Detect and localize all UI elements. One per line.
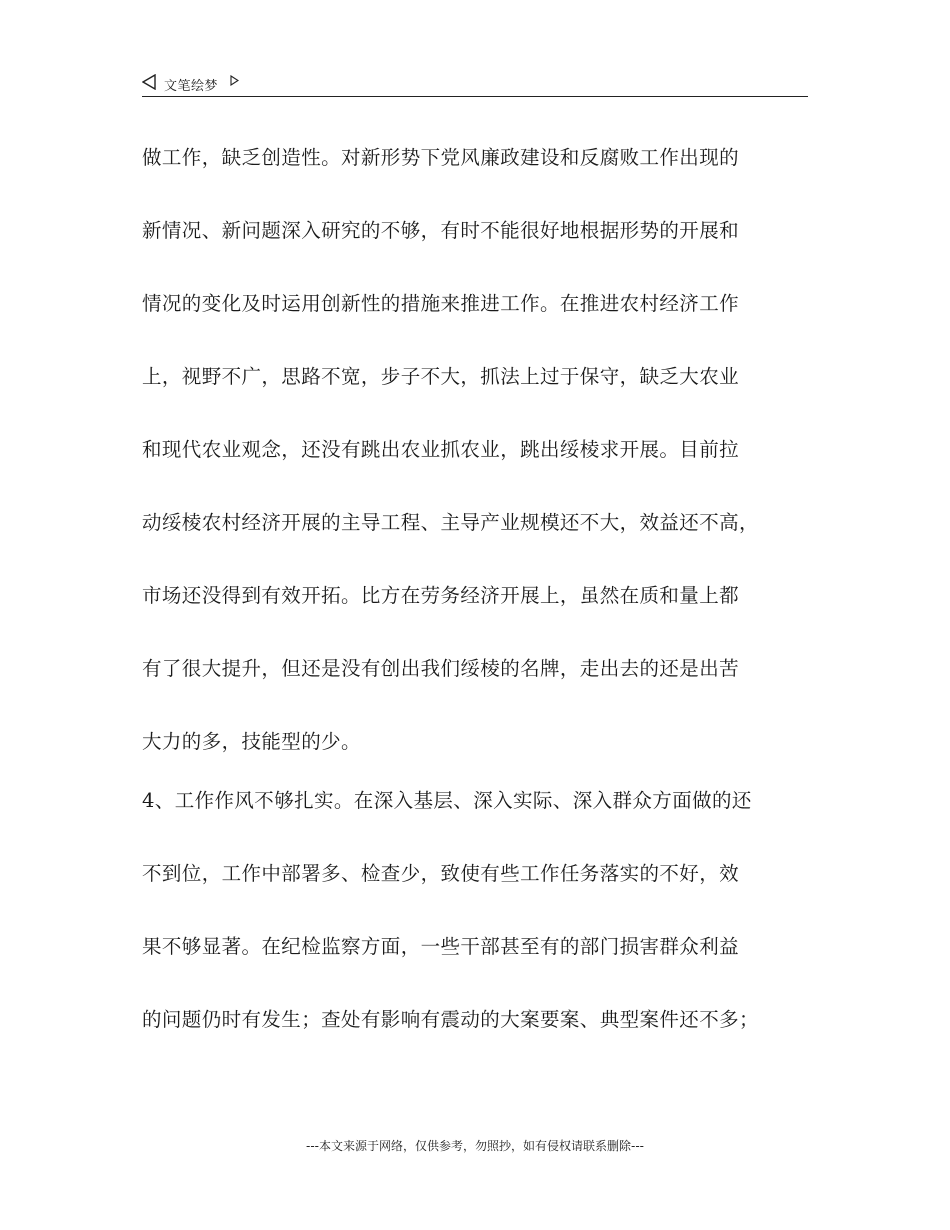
body-line: 大力的多，技能型的少。 — [142, 730, 361, 753]
body-line: 不到位，工作中部署多、检查少，致使有些工作任务落实的不好，效 — [142, 862, 740, 885]
body-line: 果不够显著。在纪检监察方面，一些干部甚至有的部门损害群众利益 — [142, 935, 740, 958]
body-line: 动绥棱农村经济开展的主导工程、主导产业规模还不大，效益还不高， — [142, 511, 759, 534]
body-line: 4、工作作风不够扎实。在深入基层、深入实际、深入群众方面做的还 — [142, 789, 752, 812]
body-line: 情况的变化及时运用创新性的措施来推进工作。在推进农村经济工作 — [142, 292, 740, 315]
body-line: 上，视野不广，思路不宽，步子不大，抓法上过于保守，缺乏大农业 — [142, 365, 740, 388]
body-line: 市场还没得到有效开拓。比方在劳务经济开展上，虽然在质和量上都 — [142, 584, 740, 607]
body-line: 和现代农业观念，还没有跳出农业抓农业，跳出绥棱求开展。目前拉 — [142, 438, 740, 461]
body-line: 的问题仍时有发生；查处有影响有震动的大案要案、典型案件还不多； — [142, 1008, 759, 1031]
triangle-right-icon — [230, 75, 239, 86]
body-line: 做工作，缺乏创造性。对新形势下党风廉政建设和反腐败工作出现的 — [142, 146, 740, 169]
page-header — [142, 72, 808, 97]
page-footer: ---本文来源于网络，仅供参考，勿照抄，如有侵权请联系删除--- — [306, 1139, 644, 1153]
body-line: 有了很大提升，但还是没有创出我们绥棱的名牌，走出去的还是出苦 — [142, 657, 740, 680]
body-line: 新情况、新问题深入研究的不够，有时不能很好地根据形势的开展和 — [142, 219, 740, 242]
triangle-left-icon — [142, 74, 156, 90]
header-brand: 文笔绘梦 — [164, 79, 219, 94]
